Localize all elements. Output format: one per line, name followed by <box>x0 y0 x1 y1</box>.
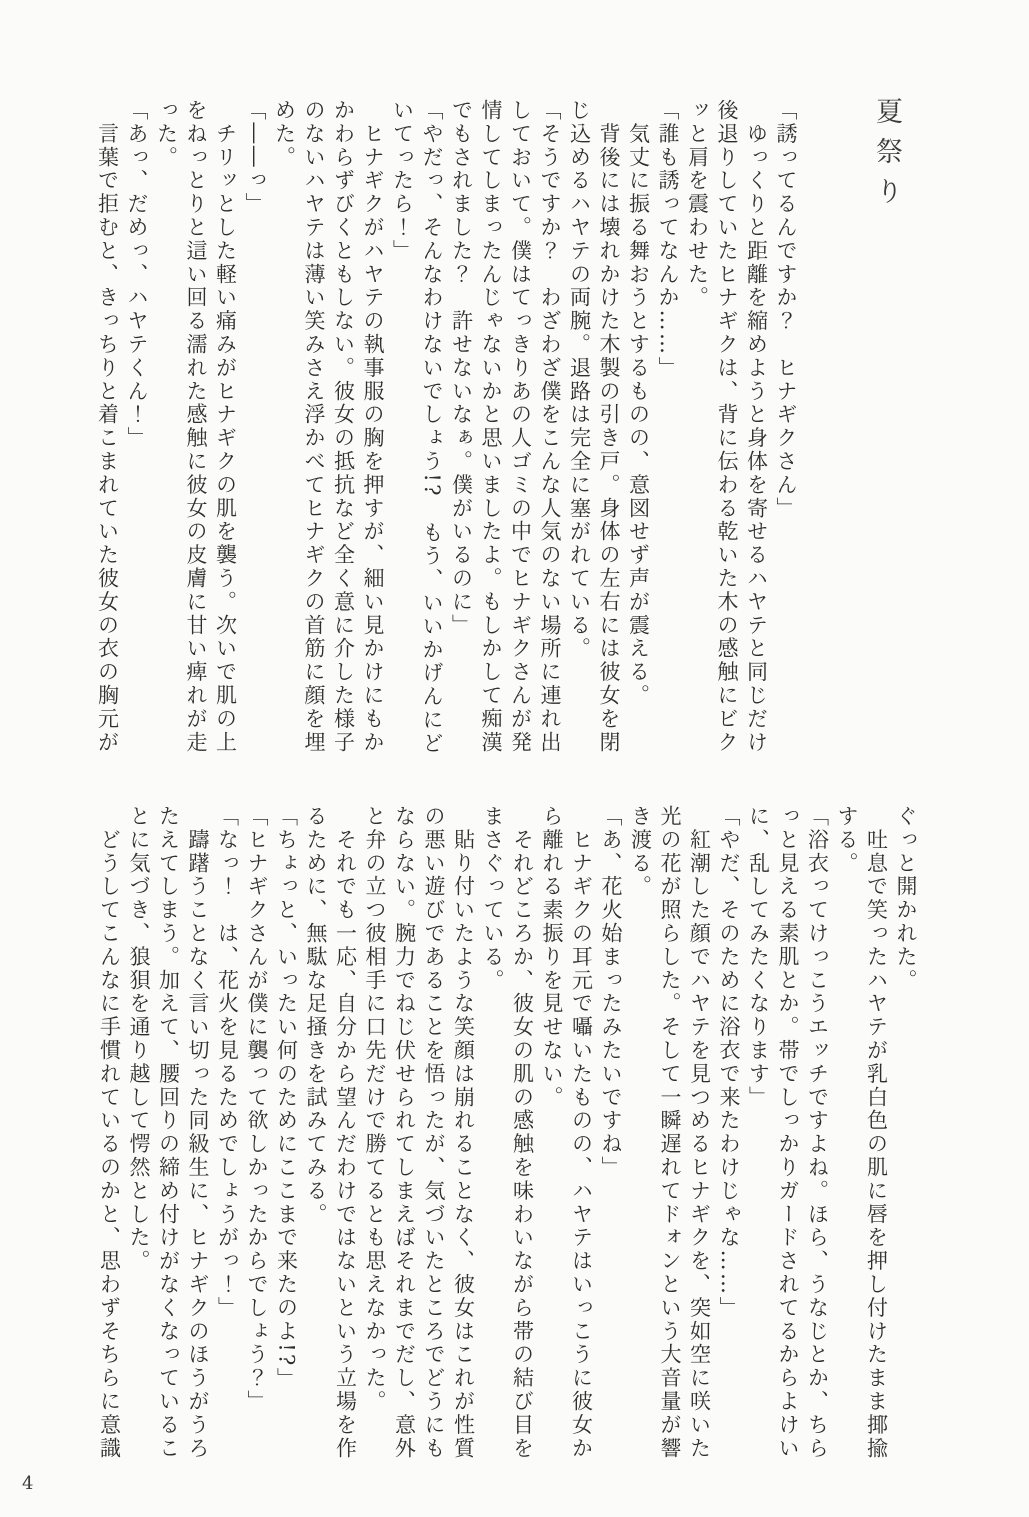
text-block-top <box>88 99 800 761</box>
text-line: じ込めるハヤテの両腕。退路は完全に塞がれている。 <box>567 99 592 661</box>
text-line: 「やだっ、そんなわけないでしょう!? もう、いいかげんにど <box>420 99 444 756</box>
text-line: 「そうですか？ わざわざ僕をこんな人気のない場所に連れ出 <box>538 99 562 755</box>
text-line: まさぐっている。 <box>481 805 505 993</box>
text-line: に、乱してみたくなります」 <box>746 805 771 1110</box>
text-line: き渡る。 <box>628 805 653 899</box>
text-line: 「浴衣ってけっこうエッチですよね。ほら、うなじとか、ちら <box>805 805 830 1461</box>
page-title: 夏祭り <box>871 97 902 217</box>
text-line: でもされました？ 許せないなぁ。僕がいるのに」 <box>449 99 474 638</box>
text-line: 「やだ、そのために浴衣で来たわけじゃな……」 <box>717 805 741 1320</box>
text-line: それどころか、彼女の肌の感触を味わいながら帯の結び目を <box>510 805 535 1461</box>
text-line: 紅潮した顔でハヤテを見つめるヒナギクを、突如空に咲いた <box>687 805 712 1461</box>
text-line: った。 <box>154 99 179 170</box>
text-line: 吐息で笑ったハヤテが乳白色の肌に唇を押し付けたまま揶揄 <box>864 805 889 1461</box>
text-line: 後退りしていたヒナギクは、背に伝わる乾いた木の感触にビク <box>715 99 739 755</box>
text-line: 「あっ、だめっ、ハヤテくん！」 <box>125 99 149 450</box>
text-block-bottom <box>86 805 920 1467</box>
text-line: ヒナギクの耳元で囁いたものの、ハヤテはいっこうに彼女か <box>569 805 594 1461</box>
text-line: しておいて。僕はてっきりあの人ゴミの中でヒナギクさんが発 <box>508 99 533 755</box>
text-line: の悪い遊びであることを悟ったが、気づいたところでどうにも <box>422 805 446 1461</box>
text-line: ヒナギクがハヤテの執事服の胸を押すが、細い見かけにもか <box>361 99 385 755</box>
text-line: 気丈に振る舞おうとするものの、意図せず声が震える。 <box>626 99 651 708</box>
text-line: 躊躇うことなく言い切った同級生に、ヒナギクのほうがうろ <box>186 805 210 1461</box>
text-line: する。 <box>835 805 859 876</box>
text-line: チリッとした軽い痛みがヒナギクの肌を襲う。次いで肌の上 <box>213 99 238 755</box>
text-line: 「なっ！ は、花火を見るためでしょうがっ！」 <box>215 805 240 1320</box>
text-line: 「ちょっと、いったい何のためにここまで来たのよ!?」 <box>274 805 299 1392</box>
text-line: 「――っ」 <box>243 99 267 216</box>
text-line: をねっとりと這い回る濡れた感触に彼女の皮膚に甘い痺れが走 <box>184 99 208 755</box>
text-line: とに気づき、狼狽を通り越して愕然とした。 <box>127 805 151 1273</box>
text-line: 背後には壊れかけた木製の引き戸。身体の左右には彼女を閉 <box>597 99 621 755</box>
text-line: 言葉で拒むと、きっちりと着こまれていた彼女の衣の胸元が <box>95 99 120 755</box>
text-line: ゆっくりと距離を縮めようと身体を寄せるハヤテと同じだけ <box>744 99 769 755</box>
text-line: かわらずびくともしない。彼女の抵抗など全く意に介した様子 <box>331 99 356 755</box>
text-line: それでも一応、自分から望んだわけではないという立場を作 <box>333 805 358 1461</box>
text-line: るために、無駄な足掻きを試みてみる。 <box>304 805 328 1227</box>
text-line: 「誰も誘ってなんか……」 <box>656 99 680 380</box>
text-line: ら離れる素振りを見せない。 <box>540 805 564 1110</box>
text-line: どうしてこんなに手慣れているのかと、思わずそちらに意識 <box>97 805 122 1461</box>
text-line: 光の花が照らした。そして一瞬遅れてドォンという大音量が響 <box>658 805 682 1461</box>
text-line: っと見える素肌とか。帯でしっかりガードされてるからよけい <box>776 805 800 1461</box>
text-line: めた。 <box>272 99 297 170</box>
text-line: ぐっと開かれた。 <box>894 805 918 993</box>
text-line: 貼り付いたような笑顔は崩れることなく、彼女はこれが性質 <box>451 805 476 1461</box>
text-line: いてったら！」 <box>390 99 415 263</box>
text-line: のないハヤテは薄い笑みさえ浮かべてヒナギクの首筋に顔を埋 <box>302 99 326 755</box>
text-line: 「あ、花火始まったみたいですね」 <box>599 805 623 1180</box>
text-line: と弁の立つ彼相手に口先だけで勝てるとも思えなかった。 <box>363 805 387 1414</box>
text-line: 「誘ってるんですか？ ヒナギクさん」 <box>774 99 798 521</box>
text-line: ならない。腕力でねじ伏せられてしまえばそれまでだし、意外 <box>392 805 417 1461</box>
text-line: ッと肩を震わせた。 <box>685 99 710 310</box>
text-line: たえてしまう。加えて、腰回りの締め付けがなくなっているこ <box>156 805 181 1461</box>
text-line: 情してしまったんじゃないかと思いましたよ。もしかして痴漢 <box>479 99 503 755</box>
page-number: 4 <box>22 1473 34 1494</box>
text-line: 「ヒナギクさんが僕に襲って欲しかったからでしょう？」 <box>245 805 269 1414</box>
